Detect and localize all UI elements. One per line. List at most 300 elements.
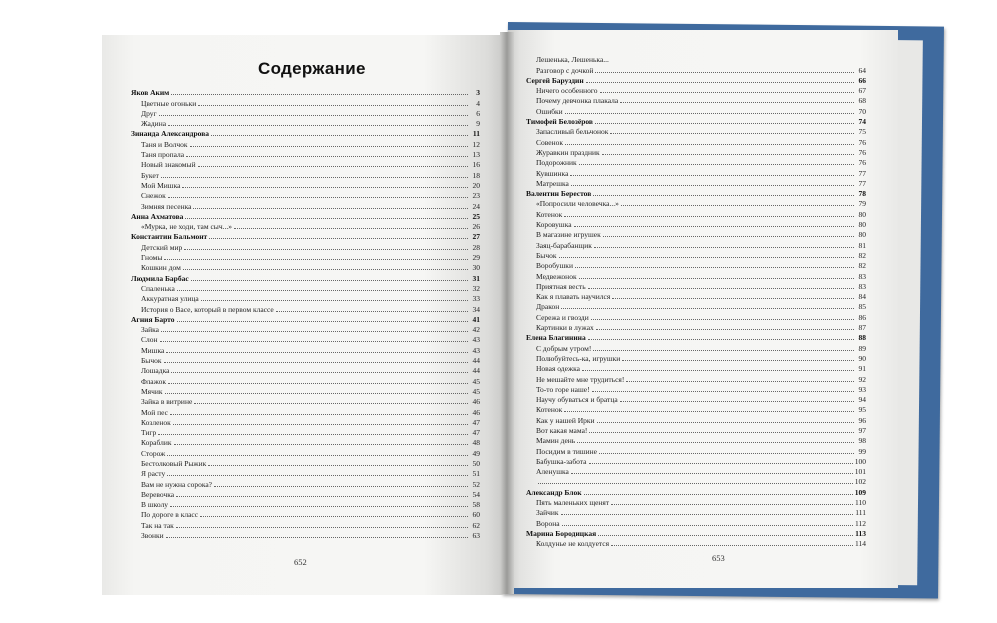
- leader-dots: [201, 300, 468, 301]
- toc-entry: [131, 427, 480, 437]
- leader-dots: [571, 473, 853, 474]
- leader-dots: [193, 208, 468, 209]
- leader-dots: [176, 527, 468, 528]
- leader-dots: [158, 434, 468, 435]
- entry-page-number: 100: [854, 456, 866, 466]
- leader-dots: [170, 414, 468, 415]
- leader-dots: [165, 393, 468, 394]
- toc-entry: [526, 363, 866, 373]
- entry-page-number: 86: [858, 312, 866, 322]
- leader-dots: [171, 372, 468, 373]
- toc-entry: [131, 406, 480, 416]
- entry-title: Зайка: [141, 325, 159, 335]
- entry-title: «Мурка, не ходи, там сыч...»: [141, 222, 232, 232]
- entry-page-number: 18: [472, 170, 480, 180]
- leader-dots: [621, 205, 854, 206]
- entry-title: История о Васе, который в первом классе: [141, 304, 274, 314]
- entry-title: Таня и Волчок: [141, 139, 188, 149]
- entry-page-number: 4: [476, 98, 480, 108]
- leader-dots: [190, 146, 468, 147]
- entry-page-number: 81: [858, 240, 866, 250]
- toc-author-entry: [526, 188, 866, 198]
- entry-title: Ничего особенного: [536, 86, 598, 96]
- leader-dots: [161, 331, 468, 332]
- toc-entry: [526, 476, 866, 486]
- entry-page-number: 25: [472, 211, 480, 221]
- entry-page-number: 43: [472, 335, 480, 345]
- entry-page-number: 28: [472, 242, 480, 252]
- leader-dots: [622, 360, 854, 361]
- entry-title: Журавкин праздник: [536, 147, 600, 157]
- entry-title: Приятная весть: [536, 281, 586, 291]
- leader-dots: [596, 329, 854, 330]
- toc-entry: [526, 85, 866, 95]
- entry-title: Ошибки: [536, 106, 563, 116]
- leader-dots: [564, 216, 854, 217]
- leader-dots: [579, 164, 854, 165]
- entry-title: Картинки в лужах: [536, 323, 594, 333]
- entry-page-number: 80: [858, 220, 866, 230]
- toc-author-entry: [131, 128, 480, 138]
- toc-entry: [131, 458, 480, 468]
- toc-entry: [526, 301, 866, 311]
- entry-page-number: 31: [472, 273, 480, 283]
- entry-title: Козленок: [141, 417, 171, 427]
- toc-author-entry: [526, 75, 866, 85]
- toc-entry: [131, 252, 480, 262]
- entry-title: Воробушки: [536, 261, 573, 271]
- entry-title: Спаленька: [141, 283, 175, 293]
- leader-dots: [211, 135, 468, 136]
- entry-page-number: 63: [472, 531, 480, 541]
- toc-entry: [526, 157, 866, 167]
- entry-title: Медвежонок: [536, 271, 577, 281]
- entry-title: Аккуратная улица: [141, 294, 199, 304]
- leader-dots: [167, 475, 468, 476]
- leader-dots: [276, 311, 468, 312]
- entry-page-number: 82: [858, 261, 866, 271]
- toc-entry: [526, 281, 866, 291]
- toc-entry: [526, 270, 866, 280]
- entry-page-number: 58: [472, 500, 480, 510]
- entry-title: Слон: [141, 335, 158, 345]
- leader-dots: [593, 195, 854, 196]
- entry-title: Зинаида Александрова: [131, 129, 209, 139]
- toc-entry: [131, 509, 480, 519]
- entry-page-number: 101: [854, 467, 866, 477]
- leader-dots: [168, 197, 468, 198]
- entry-page-number: 68: [858, 96, 866, 106]
- leader-dots: [167, 455, 468, 456]
- entry-page-number: 30: [472, 263, 480, 273]
- toc-entry: [526, 198, 866, 208]
- toc-entry: [131, 447, 480, 457]
- leader-dots: [611, 545, 853, 546]
- leader-dots: [579, 278, 854, 279]
- entry-page-number: 77: [858, 168, 866, 178]
- leader-dots: [166, 537, 468, 538]
- toc-entry: [526, 167, 866, 177]
- entry-title: Котенок: [536, 209, 563, 219]
- toc-entry: [131, 355, 480, 365]
- entry-title: Кувшинка: [536, 168, 569, 178]
- entry-page-number: 90: [858, 353, 866, 363]
- toc-entry: [526, 136, 866, 146]
- entry-title: Сторож: [141, 448, 166, 458]
- entry-page-number: 112: [855, 518, 866, 528]
- entry-title: Агния Барто: [131, 314, 175, 324]
- toc-entry: [131, 468, 480, 478]
- leader-dots: [161, 177, 468, 178]
- toc-entry: [526, 322, 866, 332]
- toc-author-entry: [131, 87, 480, 97]
- toc-entry: [131, 386, 480, 396]
- leader-dots: [561, 514, 854, 515]
- entry-page-number: 34: [472, 304, 480, 314]
- entry-page-number: 64: [858, 65, 866, 75]
- entry-title: Марина Бородицкая: [526, 528, 597, 538]
- entry-page-number: 33: [472, 294, 480, 304]
- leader-dots: [194, 403, 468, 404]
- leader-dots: [177, 290, 468, 291]
- toc-entry: [526, 466, 866, 476]
- leader-dots: [234, 228, 468, 229]
- entry-page-number: 82: [858, 250, 866, 260]
- entry-page-number: 110: [855, 498, 866, 508]
- entry-page-number: 66: [858, 75, 866, 85]
- leader-dots: [600, 92, 854, 93]
- toc-entry: [526, 208, 866, 218]
- toc-author-entry: [526, 528, 866, 538]
- entry-title: Я расту: [141, 469, 166, 479]
- toc-entry: [131, 262, 480, 272]
- entry-title: Звонки: [141, 531, 164, 541]
- toc-entry: [131, 499, 480, 509]
- toc-entry: [131, 169, 480, 179]
- entry-title: Валентин Берестов: [526, 189, 592, 199]
- toc-author-entry: [526, 486, 866, 496]
- leader-dots: [565, 144, 854, 145]
- toc-entry: [526, 507, 866, 517]
- leader-dots: [584, 494, 853, 495]
- toc-entry: [526, 404, 866, 414]
- leader-dots: [183, 269, 468, 270]
- leader-dots: [577, 442, 854, 443]
- toc-entry: [526, 229, 866, 239]
- entry-title: Кошкин дом: [141, 263, 181, 273]
- entry-title: Зимняя песенка: [141, 201, 192, 211]
- toc-entry: [131, 97, 480, 107]
- leader-dots: [198, 105, 468, 106]
- entry-page-number: 76: [858, 137, 866, 147]
- page-number-left: 652: [294, 557, 307, 567]
- entry-title: Константин Бальмонт: [131, 232, 208, 242]
- toc-author-entry: [131, 314, 480, 324]
- leader-dots: [595, 123, 854, 124]
- entry-title: Как я плавать научился: [536, 292, 611, 302]
- entry-title: Зайчик: [536, 508, 559, 518]
- toc-entry: [526, 425, 866, 435]
- entry-title: По дороге в класс: [141, 510, 199, 520]
- leader-dots: [176, 496, 468, 497]
- entry-page-number: 43: [472, 345, 480, 355]
- entry-page-number: 79: [858, 199, 866, 209]
- toc-entry: [526, 517, 866, 527]
- entry-page-number: 29: [472, 253, 480, 263]
- entry-title: Друг: [141, 108, 157, 118]
- entry-title: Почему девчонка плакала: [536, 96, 619, 106]
- entry-page-number: 20: [472, 180, 480, 190]
- entry-page-number: 60: [472, 510, 480, 520]
- entry-page-number: 109: [854, 487, 866, 497]
- leader-dots: [173, 424, 468, 425]
- leader-dots: [168, 125, 468, 126]
- entry-title: Таня пропала: [141, 150, 185, 160]
- leader-dots: [198, 166, 468, 167]
- leader-dots: [602, 154, 854, 155]
- toc-entry: [131, 530, 480, 540]
- leader-dots: [592, 391, 854, 392]
- entry-title: Подорожник: [536, 158, 577, 168]
- leader-dots: [564, 411, 854, 412]
- contents-list-left: [131, 87, 480, 540]
- entry-page-number: 3: [476, 88, 480, 98]
- leader-dots: [626, 381, 854, 382]
- entry-title: Детский мир: [141, 242, 183, 252]
- entry-page-number: 76: [858, 158, 866, 168]
- toc-entry: [131, 293, 480, 303]
- leader-dots: [561, 308, 854, 309]
- toc-entry: [526, 311, 866, 321]
- leader-dots: [160, 341, 468, 342]
- entry-title: Бестолковый Рыжик: [141, 458, 207, 468]
- toc-entry: [131, 149, 480, 159]
- toc-entry: [131, 180, 480, 190]
- leader-dots: [610, 133, 854, 134]
- entry-title: Лешенька, Лешенька...: [536, 55, 609, 65]
- entry-page-number: 94: [858, 395, 866, 405]
- entry-title: В магазине игрушек: [536, 230, 601, 240]
- entry-title: Мишка: [141, 345, 165, 355]
- entry-page-number: 98: [858, 436, 866, 446]
- leader-dots: [571, 185, 854, 186]
- entry-page-number: 111: [855, 508, 866, 518]
- entry-title: Ворона: [536, 518, 560, 528]
- toc-entry: [526, 95, 866, 105]
- entry-title: Как у нашей Ирки: [536, 415, 595, 425]
- entry-page-number: 113: [855, 528, 866, 538]
- entry-page-number: 83: [858, 271, 866, 281]
- entry-page-number: 6: [476, 108, 480, 118]
- entry-page-number: 83: [858, 281, 866, 291]
- leader-dots: [164, 259, 468, 260]
- leader-dots: [538, 483, 853, 484]
- entry-title: Колдунье не колдуется: [536, 539, 610, 549]
- toc-entry: [131, 108, 480, 118]
- entry-page-number: 76: [858, 147, 866, 157]
- entry-page-number: 52: [472, 479, 480, 489]
- entry-title: Заяц-барабанщик: [536, 240, 592, 250]
- toc-author-entry: [131, 272, 480, 282]
- entry-title: Коровушка: [536, 220, 572, 230]
- toc-entry: [526, 239, 866, 249]
- toc-entry: [526, 178, 866, 188]
- contents-list-right: [526, 54, 866, 548]
- leader-dots: [562, 525, 853, 526]
- entry-title: Посидим в тишине: [536, 446, 597, 456]
- entry-page-number: 16: [472, 160, 480, 170]
- entry-page-number: 51: [472, 469, 480, 479]
- leader-dots: [170, 506, 468, 507]
- toc-entry: [526, 373, 866, 383]
- leader-dots: [575, 267, 854, 268]
- entry-page-number: 13: [472, 150, 480, 160]
- toc-entry: [131, 375, 480, 385]
- entry-page-number: 32: [472, 283, 480, 293]
- entry-title: Котенок: [536, 405, 563, 415]
- toc-entry: [131, 283, 480, 293]
- entry-page-number: 49: [472, 448, 480, 458]
- leader-dots: [594, 247, 854, 248]
- leader-dots: [184, 249, 468, 250]
- entry-page-number: 99: [858, 446, 866, 456]
- toc-entry: [526, 250, 866, 260]
- toc-entry: [526, 445, 866, 455]
- entry-title: Веревочка: [141, 489, 175, 499]
- toc-entry: [131, 489, 480, 499]
- toc-author-entry: [131, 231, 480, 241]
- entry-title: Снежок: [141, 191, 166, 201]
- entry-title: Цветные огоньки: [141, 98, 197, 108]
- entry-title: Новая одежка: [536, 364, 580, 374]
- entry-title: Флажок: [141, 376, 167, 386]
- entry-title: Так на так: [141, 520, 174, 530]
- leader-dots: [588, 339, 854, 340]
- entry-page-number: 114: [855, 539, 866, 549]
- entry-title: Сережа и гвозди: [536, 312, 589, 322]
- entry-page-number: 47: [472, 417, 480, 427]
- toc-entry: [526, 54, 866, 64]
- toc-author-entry: [526, 116, 866, 126]
- toc-entry: [526, 291, 866, 301]
- entry-title: Анна Ахматова: [131, 211, 184, 221]
- entry-title: Лошадка: [141, 366, 170, 376]
- toc-entry: [131, 396, 480, 406]
- entry-page-number: 11: [472, 129, 480, 139]
- entry-title: Жадина: [141, 119, 167, 129]
- leader-dots: [208, 465, 468, 466]
- entry-title: Научу обуваться и братца: [536, 395, 618, 405]
- toc-entry: [526, 260, 866, 270]
- toc-entry: [526, 414, 866, 424]
- toc-entry: [526, 384, 866, 394]
- toc-entry: [131, 118, 480, 128]
- entry-page-number: 75: [858, 127, 866, 137]
- leader-dots: [209, 238, 468, 239]
- entry-page-number: 46: [472, 407, 480, 417]
- entry-title: «Попросили человечка...»: [536, 199, 619, 209]
- entry-page-number: 92: [858, 374, 866, 384]
- leader-dots: [597, 422, 854, 423]
- leader-dots: [589, 432, 854, 433]
- entry-page-number: 47: [472, 428, 480, 438]
- leader-dots: [588, 288, 854, 289]
- entry-title: Новый знакомый: [141, 160, 196, 170]
- entry-page-number: 96: [858, 415, 866, 425]
- entry-page-number: 12: [472, 139, 480, 149]
- toc-entry: [131, 200, 480, 210]
- entry-page-number: 48: [472, 438, 480, 448]
- toc-entry: [526, 126, 866, 136]
- entry-title: То-то горе наше!: [536, 384, 590, 394]
- entry-title: Мой Мишка: [141, 180, 181, 190]
- toc-entry: [526, 64, 866, 74]
- entry-title: Бычок: [536, 250, 557, 260]
- leader-dots: [598, 535, 853, 536]
- entry-page-number: 97: [858, 425, 866, 435]
- entry-title: Букет: [141, 170, 159, 180]
- toc-entry: [526, 353, 866, 363]
- toc-entry: [131, 324, 480, 334]
- entry-page-number: 44: [472, 356, 480, 366]
- entry-title: Мой пес: [141, 407, 168, 417]
- leader-dots: [570, 175, 854, 176]
- leader-dots: [559, 257, 854, 258]
- toc-entry: [131, 138, 480, 148]
- entry-page-number: 95: [858, 405, 866, 415]
- entry-page-number: 62: [472, 520, 480, 530]
- entry-title: Мамин день: [536, 436, 576, 446]
- toc-entry: [526, 342, 866, 352]
- entry-title: Совенок: [536, 137, 563, 147]
- entry-page-number: 89: [858, 343, 866, 353]
- leader-dots: [214, 486, 468, 487]
- leader-dots: [565, 113, 854, 114]
- toc-entry: [526, 456, 866, 466]
- page-number-right: 653: [712, 553, 725, 563]
- leader-dots: [168, 383, 468, 384]
- leader-dots: [595, 72, 854, 73]
- page-title: Содержание: [258, 59, 366, 78]
- entry-title: Кораблик: [141, 438, 172, 448]
- toc-entry: [131, 437, 480, 447]
- entry-page-number: 80: [858, 209, 866, 219]
- entry-page-number: 27: [472, 232, 480, 242]
- leader-dots: [574, 226, 854, 227]
- entry-page-number: 45: [472, 386, 480, 396]
- leader-dots: [164, 362, 468, 363]
- leader-dots: [593, 350, 854, 351]
- entry-title: Зайка в витрине: [141, 397, 193, 407]
- leader-dots: [182, 187, 468, 188]
- entry-title: Гномы: [141, 253, 163, 263]
- leader-dots: [191, 280, 468, 281]
- toc-entry: [526, 105, 866, 115]
- entry-title: Матрешка: [536, 178, 569, 188]
- entry-page-number: 46: [472, 397, 480, 407]
- entry-title: Мячик: [141, 386, 163, 396]
- entry-title: Бабушка-забота: [536, 456, 587, 466]
- leader-dots: [171, 94, 468, 95]
- entry-page-number: 54: [472, 489, 480, 499]
- entry-page-number: 84: [858, 292, 866, 302]
- leader-dots: [582, 370, 854, 371]
- toc-entry: [131, 303, 480, 313]
- entry-page-number: 91: [858, 364, 866, 374]
- toc-entry: [131, 365, 480, 375]
- entry-page-number: 85: [858, 302, 866, 312]
- leader-dots: [589, 463, 853, 464]
